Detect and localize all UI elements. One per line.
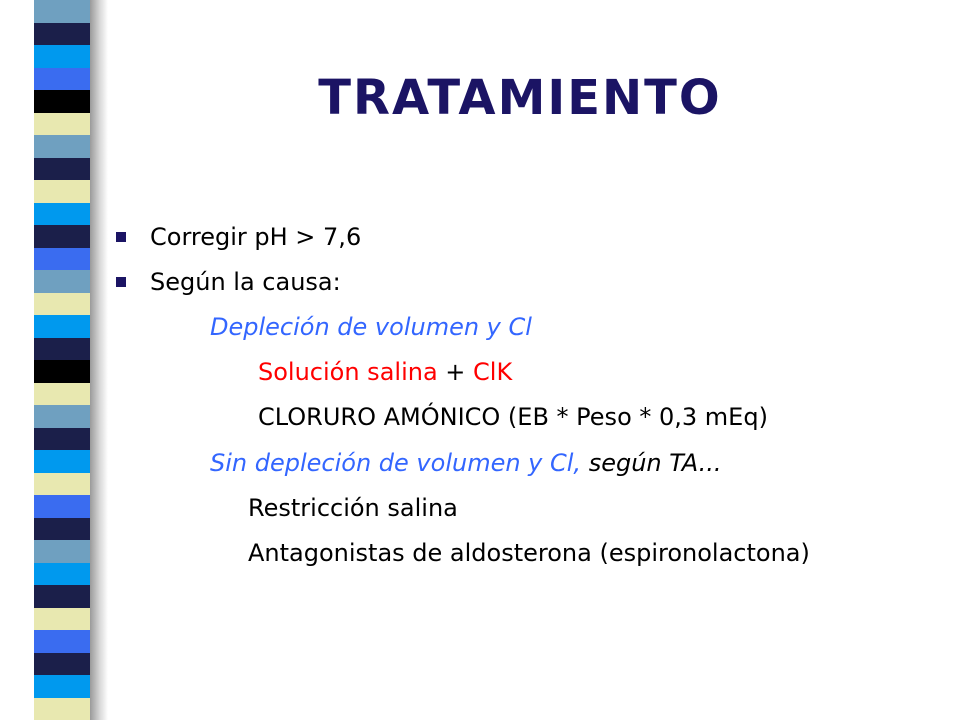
stripe-block — [34, 315, 90, 338]
stripe-block — [34, 203, 90, 226]
stripe-block — [34, 383, 90, 406]
stripe-block — [34, 540, 90, 563]
stripe-block — [34, 698, 90, 720]
clk-text: ClK — [473, 358, 513, 386]
stripe-block — [34, 608, 90, 631]
no-depletion-line — [210, 448, 721, 478]
stripe-block — [34, 495, 90, 518]
stripe-block — [34, 428, 90, 451]
stripe-block — [34, 180, 90, 203]
segun-ta: según TA... — [581, 449, 722, 477]
stripe-block — [34, 23, 90, 46]
stripe-block — [34, 630, 90, 653]
stripe-block — [34, 675, 90, 698]
stripe-block — [34, 450, 90, 473]
stripe-block — [34, 90, 90, 113]
stripe-block — [34, 248, 90, 271]
ammonium-chloride-line: CLORURO AMÓNICO (EB * Peso * 0,3 mEq) — [258, 403, 768, 431]
saline-solution: Solución salina — [258, 358, 438, 386]
stripe-block — [34, 518, 90, 541]
stripe-block — [34, 0, 90, 23]
bullet-item-cause: Según la causa: — [150, 268, 341, 296]
bullet-item-ph: Corregir pH > 7,6 — [150, 223, 362, 251]
decorative-stripe — [34, 0, 90, 720]
stripe-block — [34, 113, 90, 136]
stripe-block — [34, 563, 90, 586]
plus-sign: + — [437, 358, 474, 386]
stripe-block — [34, 338, 90, 361]
stripe-block — [34, 45, 90, 68]
antagonists-line: Antagonistas de aldosterona (espironolactona) — [248, 539, 810, 567]
bullet-square-icon — [116, 277, 126, 287]
stripe-block — [34, 473, 90, 496]
salt-restriction-line: Restricción salina — [248, 494, 458, 522]
depletion-heading: Depleción de volumen y Cl — [210, 313, 532, 341]
stripe-block — [34, 293, 90, 316]
no-depletion-heading: Sin depleción de volumen y Cl, — [210, 449, 582, 477]
stripe-block — [34, 225, 90, 248]
stripe-block — [34, 135, 90, 158]
stripe-shadow — [90, 0, 108, 720]
saline-line — [258, 357, 512, 387]
stripe-block — [34, 270, 90, 293]
bullet-square-icon — [116, 232, 126, 242]
slide-title: TRATAMIENTO — [318, 70, 722, 126]
stripe-block — [34, 360, 90, 383]
stripe-block — [34, 585, 90, 608]
stripe-block — [34, 68, 90, 91]
stripe-block — [34, 158, 90, 181]
stripe-block — [34, 653, 90, 676]
stripe-block — [34, 405, 90, 428]
